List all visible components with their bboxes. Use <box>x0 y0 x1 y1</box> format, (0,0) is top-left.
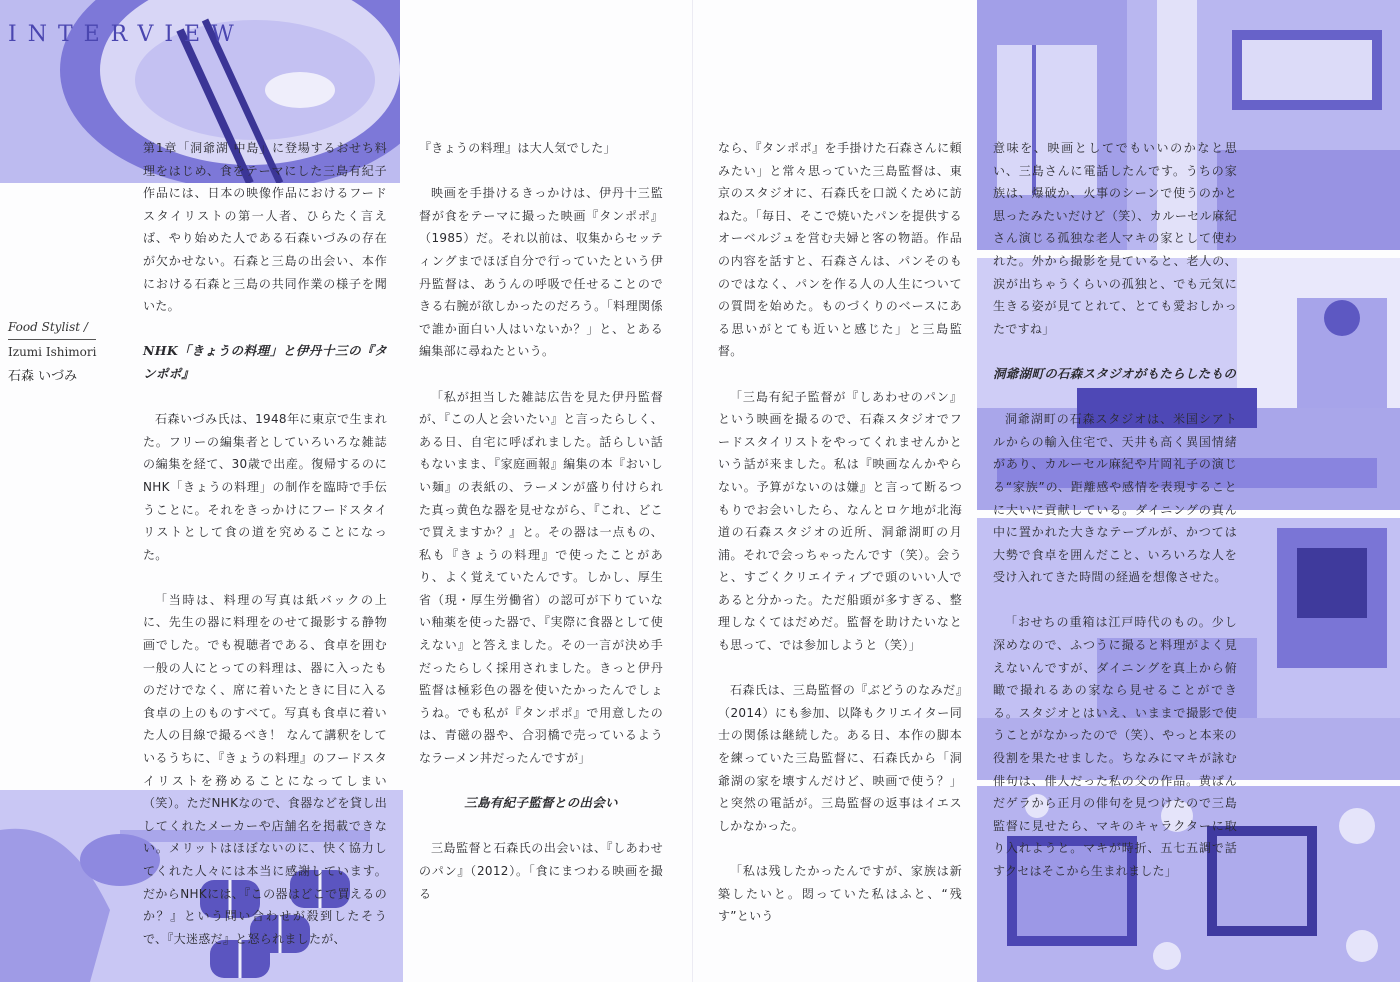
paragraph: 意味を、映画としてでもいいのかなと思い、三島さんに電話したんです。うちの家族は、爆破か、火事のシーンで使うのかと思ったみたいだけど（笑）、カルーセル麻紀さん演じる孤独な老人マキの家として使われた。外から撮影を見ていると、老人の、涙が出ちゃうくらいの孤独と、でも元気に生きる姿が見てとれて、とても愛おしかったですね」 <box>993 141 1237 336</box>
paragraph: 「三島有紀子監督が『しあわせのパン』という映画を撮るので、石森スタジオでフードスタイリストをやってくれませんかという話が来ました。私は『映画なんかやらない。予算がないのは嫌』と言って断るつもりでお会いしたら、なんとロケ地が北海道の石森スタジオの近所、洞爺湖町の月浦。それで会っちゃったんです（笑）。会うと、すごくクリエイティブで頭のいい人であると分かった。ただ船頭が多すぎる、整理しなくてはだめだ。監督を助けたいなとも思って、では参加しようと（笑）」 <box>718 389 962 653</box>
paragraph: 三島監督と石森氏の出会いは、『しあわせのパン』（2012）。「食にまつわる映画を撮る <box>419 841 663 901</box>
text-column-3 <box>718 137 962 950</box>
paragraph: 映画を手掛けるきっかけは、伊丹十三監督が食をテーマに撮った映画『タンポポ』（1985）だ。それ以前は、収集からセッティングまでほぼ自分で行っていたという伊丹監督は、あうんの呼吸で任せることのできる右腕が欲しかったのだろう。「料理関係で誰か面白い人はいないか？」と、とある編集部に尋ねたという。 <box>419 186 663 359</box>
paragraph: 「当時は、料理の写真は紙バックの上に、先生の器に料理をのせて撮影する静物画でした。でも視聴者である、食卓を囲む一般の人にとっての料理は、器に入ったものだけでなく、席に着いたときに目に入る食卓の上のものすべて。写真も食卓に着いた人の目線で撮るべき！ なんて講釈をしているうちに、『きょうの料理』のフードスタイリストを務めることになってしまい（笑）。ただNHKなので、食器などを貸し出してくれたメーカーや店舗名を掲載できない。メリットはほぼないのに、快く協力してくれた人々には本当に感謝しています。だからNHKには、『この器はどこで買えるのか？』という問い合わせが殺到したそうで、『大迷惑だ』と怒られましたが、 <box>143 592 387 946</box>
text-column-4 <box>993 137 1237 905</box>
byline-name-latin: Izumi Ishimori <box>8 345 97 359</box>
section-heading: NHK「きょうの料理」と伊丹十三の『タンポポ』 <box>143 343 387 381</box>
page-fold <box>692 0 693 982</box>
paragraph: なら、『タンポポ』を手掛けた石森さんに頼みたい」と常々思っていた三島監督は、東京のスタジオに、石森氏を口説くために訪ねた。「毎日、そこで焼いたパンを提供するオーベルジュを営む夫婦と客の物語。作品の内容を話すと、石森さんは、パンそのものではなく、パンを作る人の人生についての質問を始めた。ものづくりのベースにある思いがとても近いと感じた」と三島監督。 <box>718 141 962 359</box>
section-header: INTERVIEW <box>8 22 245 47</box>
paragraph: 「私は残したかったんですが、家族は新築したいと。悶っていた私はふと、“残す”という <box>718 864 962 924</box>
byline-divider <box>8 339 96 340</box>
byline-role: Food Stylist / <box>8 320 88 334</box>
paragraph: 石森いづみ氏は、1948年に東京で生まれた。フリーの編集者としていろいろな雑誌の編集を経て、30歳で出産。復帰するのにNHK「きょうの料理」の制作を臨時で手伝うことに。それをきっかけにフードスタイリストとして食の道を究めることになった。 <box>143 412 387 562</box>
text-column-1 <box>143 137 387 973</box>
paragraph: 洞爺湖町の石森スタジオは、米国シアトルからの輸入住宅で、天井も高く異国情緒があり、カルーセル麻紀や片岡礼子の演じる“家族”の、距離感や感情を表現することに大いに貢献している。ダイニングの真ん中に置かれた大きなテーブルが、かつては大勢で食卓を囲んだこと、いろいろな人を受け入れてきた時間の経過を想像させた。 <box>993 412 1237 585</box>
byline-name-kanji: 石森 いづみ <box>8 369 78 384</box>
paragraph: 石森氏は、三島監督の『ぶどうのなみだ』（2014）にも参加、以降もクリエイター同士の関係は継続した。ある日、本作の脚本を練っていた三島監督に、石森氏から「洞爺湖の家を壊すんだけど、映画で使う？」と突然の電話が。三島監督の返事はイエスしかなかった。 <box>718 683 962 833</box>
paragraph: 『きょうの料理』は大人気でした」 <box>419 141 616 155</box>
text-column-2 <box>419 137 663 928</box>
section-heading: 三島有紀子監督との出会い <box>464 795 618 811</box>
paragraph: 「おせちの重箱は江戸時代のもの。少し深めなので、ふつうに撮ると料理がよく見えないんですが、ダイニングを真上から俯瞰で撮れるあの家なら見せることができる。スタジオとはいえ、いままで撮影で使うことがなかったので（笑）、やっと本来の役割を果たせました。ちなみにマキが詠む俳句は、俳人だった私の父の作品。黄ばんだゲラから正月の俳句を見つけたので三島監督に見せたら、マキのキャラクターに取り入れようと。マキが時折、五七五調で話すクセはそこから生まれました」 <box>993 615 1237 878</box>
section-heading: 洞爺湖町の石森スタジオがもたらしたもの <box>993 365 1237 381</box>
paragraph: 第1章「洞爺湖 中島」に登場するおせち料理をはじめ、食をテーマにした三島有紀子作品には、日本の映像作品におけるフードスタイリストの第一人者、ひらたく言えば、やり始めた人である石森いづみの存在が欠かせない。石森と三島の出会い、本作における石森と三島の共同作業の様子を聞いた。 <box>143 141 387 314</box>
byline <box>8 320 96 384</box>
paragraph: 「私が担当した雑誌広告を見た伊丹監督が、『この人と会いたい』と言ったらしく、ある日、自宅に呼ばれました。話らしい話もないまま、『家庭画報』編集の本『おいしい麺』の表紙の、ラーメンが盛り付けられた真っ黄色な器を見せながら、『これ、どこで買えますか？』と。その器は一点もの、私も『きょうの料理』で使ったことがあり、よく覚えていたんです。しかし、厚生省（現・厚生労働省）の認可が下りていない釉薬を使った器で、『実際に食器として使えない』と答えました。その一言が決め手だったらしく採用されました。きっと伊丹監督は極彩色の器を使いたかったんでしょうね。でも私が『タンポポ』で用意したのは、青磁の器や、合羽橋で売っているようなラーメン丼だったんですが」 <box>419 389 663 766</box>
